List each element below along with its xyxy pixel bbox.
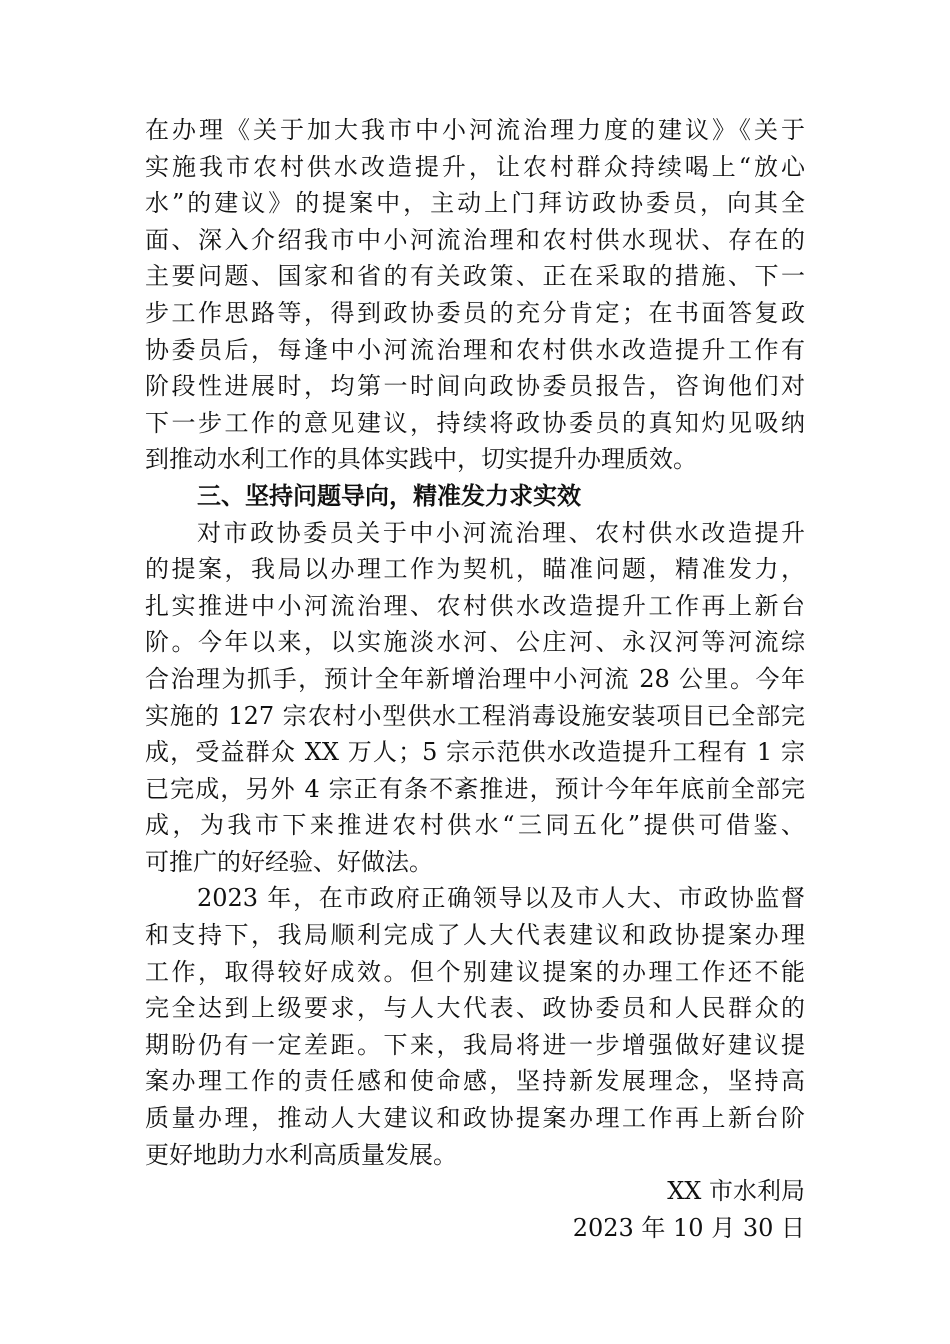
text-line: 步工作思路等，得到政协委员的充分肯定；在书面答复政 bbox=[145, 298, 805, 327]
text-line: 实施的 127 宗农村小型供水工程消毒设施安装项目已全部完 bbox=[145, 701, 805, 730]
text-line: 水”的建议》的提案中，主动上门拜访政协委员，向其全 bbox=[145, 189, 805, 218]
text-line: 成，受益群众 XX 万人；5 宗示范供水改造提升工程有 1 宗 bbox=[145, 738, 805, 767]
text-line: 更好地助力水利高质量发展。 bbox=[145, 1140, 457, 1169]
text-line: 下一步工作的意见建议，持续将政协委员的真知灼见吸纳 bbox=[145, 408, 805, 437]
text-line: 完全达到上级要求，与人大代表、政协委员和人民群众的 bbox=[145, 994, 805, 1023]
text-line: 期盼仍有一定差距。下来，我局将进一步增强做好建议提 bbox=[145, 1030, 805, 1059]
text-line: 质量办理，推动人大建议和政协提案办理工作再上新台阶 bbox=[145, 1104, 805, 1133]
text-line: 扎实推进中小河流治理、农村供水改造提升工作再上新台 bbox=[145, 591, 805, 620]
text-line: 对市政协委员关于中小河流治理、农村供水改造提升 bbox=[197, 518, 805, 547]
text-line: 在办理《关于加大我市中小河流治理力度的建议》《关于 bbox=[145, 116, 805, 144]
text-line: 到推动水利工作的具体实践中，切实提升办理质效。 bbox=[145, 445, 697, 474]
section-heading-3: 三、坚持问题导向，精准发力求实效 bbox=[197, 481, 581, 510]
text-line: 成，为我市下来推进农村供水“三同五化”提供可借鉴、 bbox=[145, 811, 805, 840]
paragraph-2 bbox=[145, 515, 805, 881]
text-line: 主要问题、国家和省的有关政策、正在采取的措施、下一 bbox=[145, 262, 805, 291]
text-line: 已完成，另外 4 宗正有条不紊推进，预计今年年底前全部完 bbox=[145, 774, 805, 803]
text-line: 的提案，我局以办理工作为契机，瞄准问题，精准发力， bbox=[145, 555, 805, 584]
signature-org: XX 市水利局 bbox=[667, 1177, 805, 1206]
text-line: 协委员后，每逢中小河流治理和农村供水改造提升工作有 bbox=[145, 335, 805, 364]
text-line: 合治理为抓手，预计全年新增治理中小河流 28 公里。今年 bbox=[145, 664, 805, 693]
text-line: 2023 年，在市政府正确领导以及市人大、市政协监督 bbox=[197, 884, 805, 913]
paragraph-1 bbox=[145, 112, 805, 478]
text-line: 面、深入介绍我市中小河流治理和农村供水现状、存在的 bbox=[145, 225, 805, 254]
document-page bbox=[145, 112, 805, 1246]
text-line: 阶段性进展时，均第一时间向政协委员报告，咨询他们对 bbox=[145, 372, 805, 401]
text-line: 和支持下，我局顺利完成了人大代表建议和政协提案办理 bbox=[145, 921, 805, 950]
signature-date: 2023 年 10 月 30 日 bbox=[572, 1213, 805, 1242]
text-line: 实施我市农村供水改造提升，让农村群众持续喝上“放心 bbox=[145, 152, 805, 181]
text-line: 可推广的好经验、好做法。 bbox=[145, 847, 433, 876]
text-line: 阶。今年以来，以实施淡水河、公庄河、永汉河等河流综 bbox=[145, 628, 805, 657]
text-line: 工作，取得较好成效。但个别建议提案的办理工作还不能 bbox=[145, 957, 805, 986]
text-line: 案办理工作的责任感和使命感，坚持新发展理念，坚持高 bbox=[145, 1067, 805, 1096]
paragraph-3 bbox=[145, 880, 805, 1173]
